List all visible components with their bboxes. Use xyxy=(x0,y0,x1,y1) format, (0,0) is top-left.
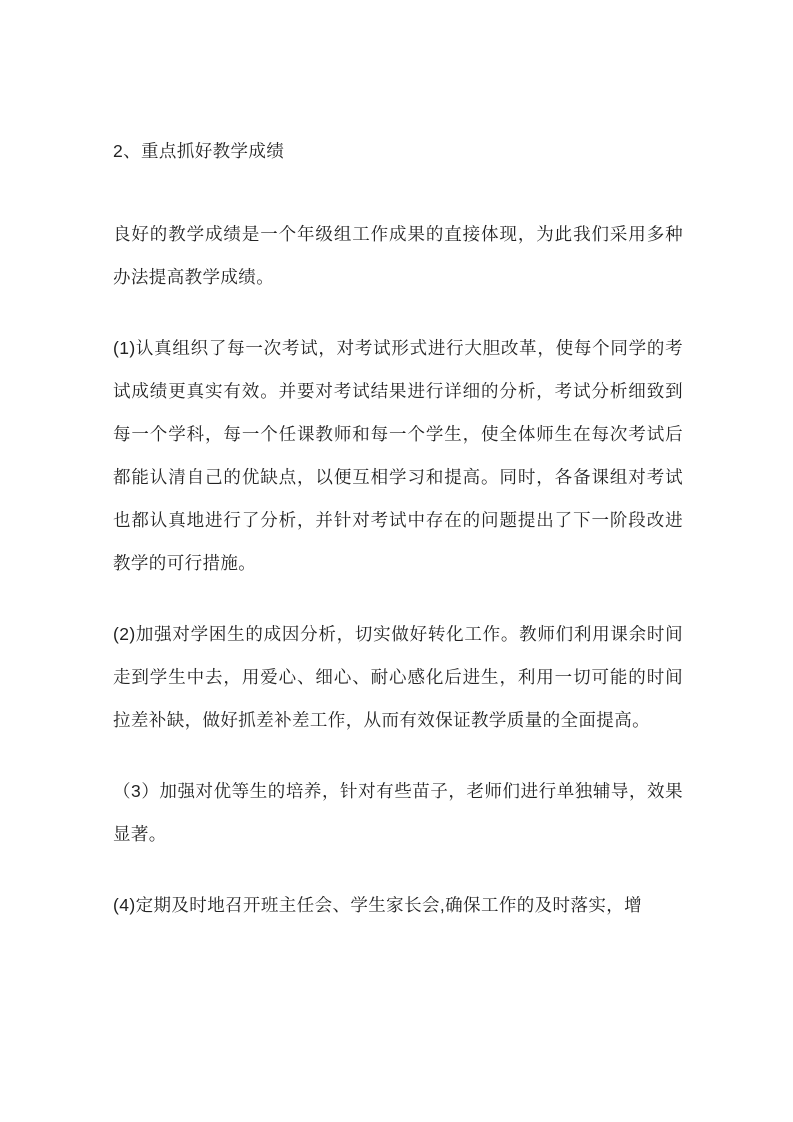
section-heading: 2、重点抓好教学成绩 xyxy=(113,141,285,161)
paragraph-item-4: (4)定期及时地召开班主任会、学生家长会,确保工作的及时落实，增 xyxy=(113,895,643,915)
paragraph-item-2: (2)加强对学困生的成因分析，切实做好转化工作。教师们利用课余时间走到学生中去，用爱心、细心、耐心感化后进生，利用一切可能的时间拉差补缺，做好抓差补差工作，从而有效保证教学质量的全面提高。 xyxy=(113,624,683,730)
paragraph-intro: 良好的教学成绩是一个年级组工作成果的直接体现，为此我们采用多种办法提高教学成绩。 xyxy=(113,224,683,287)
document-body xyxy=(113,130,683,927)
paragraph-item-3: （3）加强对优等生的培养，针对有些苗子，老师们进行单独辅导，效果显著。 xyxy=(113,781,683,844)
paragraph-item-1: (1)认真组织了每一次考试，对考试形式进行大胆改革，使每个同学的考试成绩更真实有效。并要对考试结果进行详细的分析，考试分析细致到每一个学科，每一个任课教师和每一个学生，使全体师生在每次考试后都能认清自己的优缺点，以便互相学习和提高。同时，各备课组对考试也都认真地进行了分析，并针对考试中存在的问题提出了下一阶段改进教学的可行措施。 xyxy=(113,338,683,573)
